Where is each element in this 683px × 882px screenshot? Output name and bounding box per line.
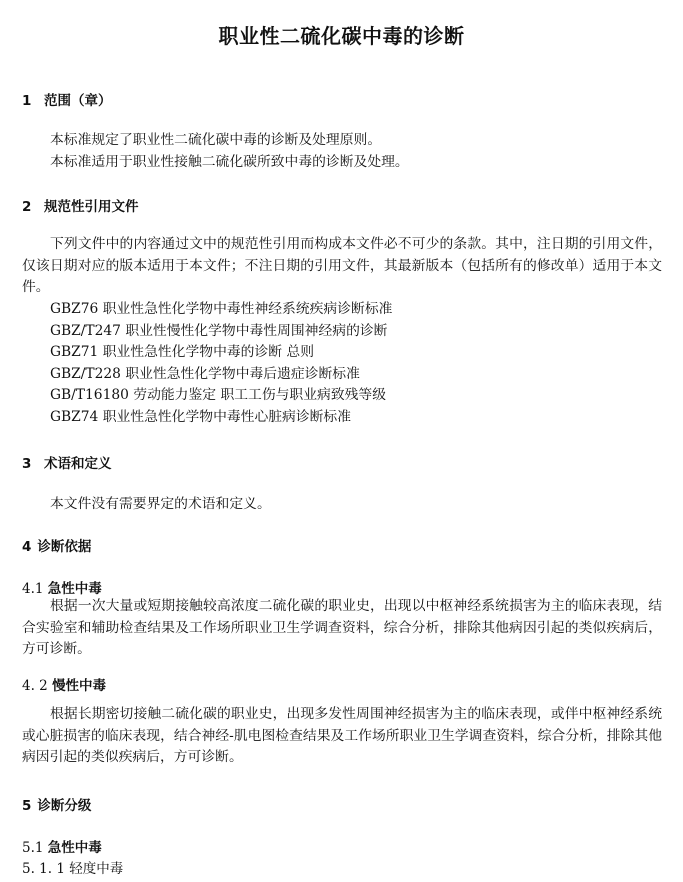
section-3-line: 本文件没有需要界定的术语和定义。 xyxy=(50,496,271,512)
section-1-heading xyxy=(22,89,112,109)
section-4-1-number: 4.1 xyxy=(22,581,44,597)
section-2-title: 规范性引用文件 xyxy=(44,199,139,215)
section-4-heading xyxy=(22,535,91,555)
reference-list xyxy=(50,299,392,429)
section-3-heading xyxy=(22,452,112,472)
section-5-title: 诊断分级 xyxy=(37,798,92,814)
section-2-number: 2 xyxy=(22,199,32,215)
reference-item: GBZ/T247 职业性慢性化学物中毒性周围神经病的诊断 xyxy=(50,322,388,339)
section-4-title: 诊断依据 xyxy=(37,539,92,555)
section-5-1-1-title: 轻度中毒 xyxy=(69,861,124,877)
section-3-number: 3 xyxy=(22,456,32,472)
section-5-1-heading xyxy=(22,836,102,856)
section-1-line-1: 本标准规定了职业性二硫化碳中毒的诊断及处理原则。 xyxy=(50,132,382,148)
section-3-title: 术语和定义 xyxy=(44,456,112,472)
section-4-2-heading xyxy=(22,674,106,694)
section-5-heading xyxy=(22,794,91,814)
reference-item: GBZ/T228 职业性急性化学物中毒后遗症诊断标准 xyxy=(50,365,360,382)
section-4-2-number: 4. 2 xyxy=(22,678,48,694)
section-4-1-heading xyxy=(22,577,102,597)
section-5-1-1-number: 5. 1. 1 xyxy=(22,861,65,877)
section-4-2-title: 慢性中毒 xyxy=(52,678,107,694)
reference-item: GBZ71 职业性急性化学物中毒的诊断 总则 xyxy=(50,344,315,361)
section-4-2-paragraph: 根据长期密切接触二硫化碳的职业史，出现多发性周围神经损害为主的临床表现，或伴中枢神经系统或心脏损害的临床表现，结合神经-肌电图检查结果及工作场所职业卫生学调查资料，综合分析，排除其他病因引起的类似疾病后，方可诊断。 xyxy=(22,706,662,765)
section-5-number: 5 xyxy=(22,798,32,814)
section-1-number: 1 xyxy=(22,93,32,109)
section-5-1-title: 急性中毒 xyxy=(47,840,102,856)
section-2-paragraph: 下列文件中的内容通过文中的规范性引用而构成本文件必不可少的条款。其中，注日期的引用文件，仅该日期对应的版本适用于本文件；不注日期的引用文件，其最新版本（包括所有的修改单）适用于本文件。 xyxy=(22,236,662,295)
document-title: 职业性二硫化碳中毒的诊断 xyxy=(218,24,465,48)
section-4-1-title: 急性中毒 xyxy=(47,581,102,597)
section-1-title: 范围（章） xyxy=(44,93,112,109)
reference-item: GBZ76 职业性急性化学物中毒性神经系统疾病诊断标准 xyxy=(50,301,393,317)
section-2-heading xyxy=(22,195,139,215)
section-5-1-1-heading xyxy=(22,857,123,877)
reference-item: GBZ74 职业性急性化学物中毒性心脏病诊断标准 xyxy=(50,408,352,425)
section-4-number: 4 xyxy=(22,539,32,555)
section-5-1-number: 5.1 xyxy=(22,840,44,856)
reference-item: GB/T16180 劳动能力鉴定 职工工伤与职业病致残等级 xyxy=(50,387,387,404)
section-1-line-2: 本标准适用于职业性接触二硫化碳所致中毒的诊断及处理。 xyxy=(50,154,409,170)
section-4-1-paragraph: 根据一次大量或短期接触较高浓度二硫化碳的职业史，出现以中枢神经系统损害为主的临床表现，结合实验室和辅助检查结果及工作场所职业卫生学调查资料，综合分析，排除其他病因引起的类似疾病后，方可诊断。 xyxy=(22,598,662,657)
